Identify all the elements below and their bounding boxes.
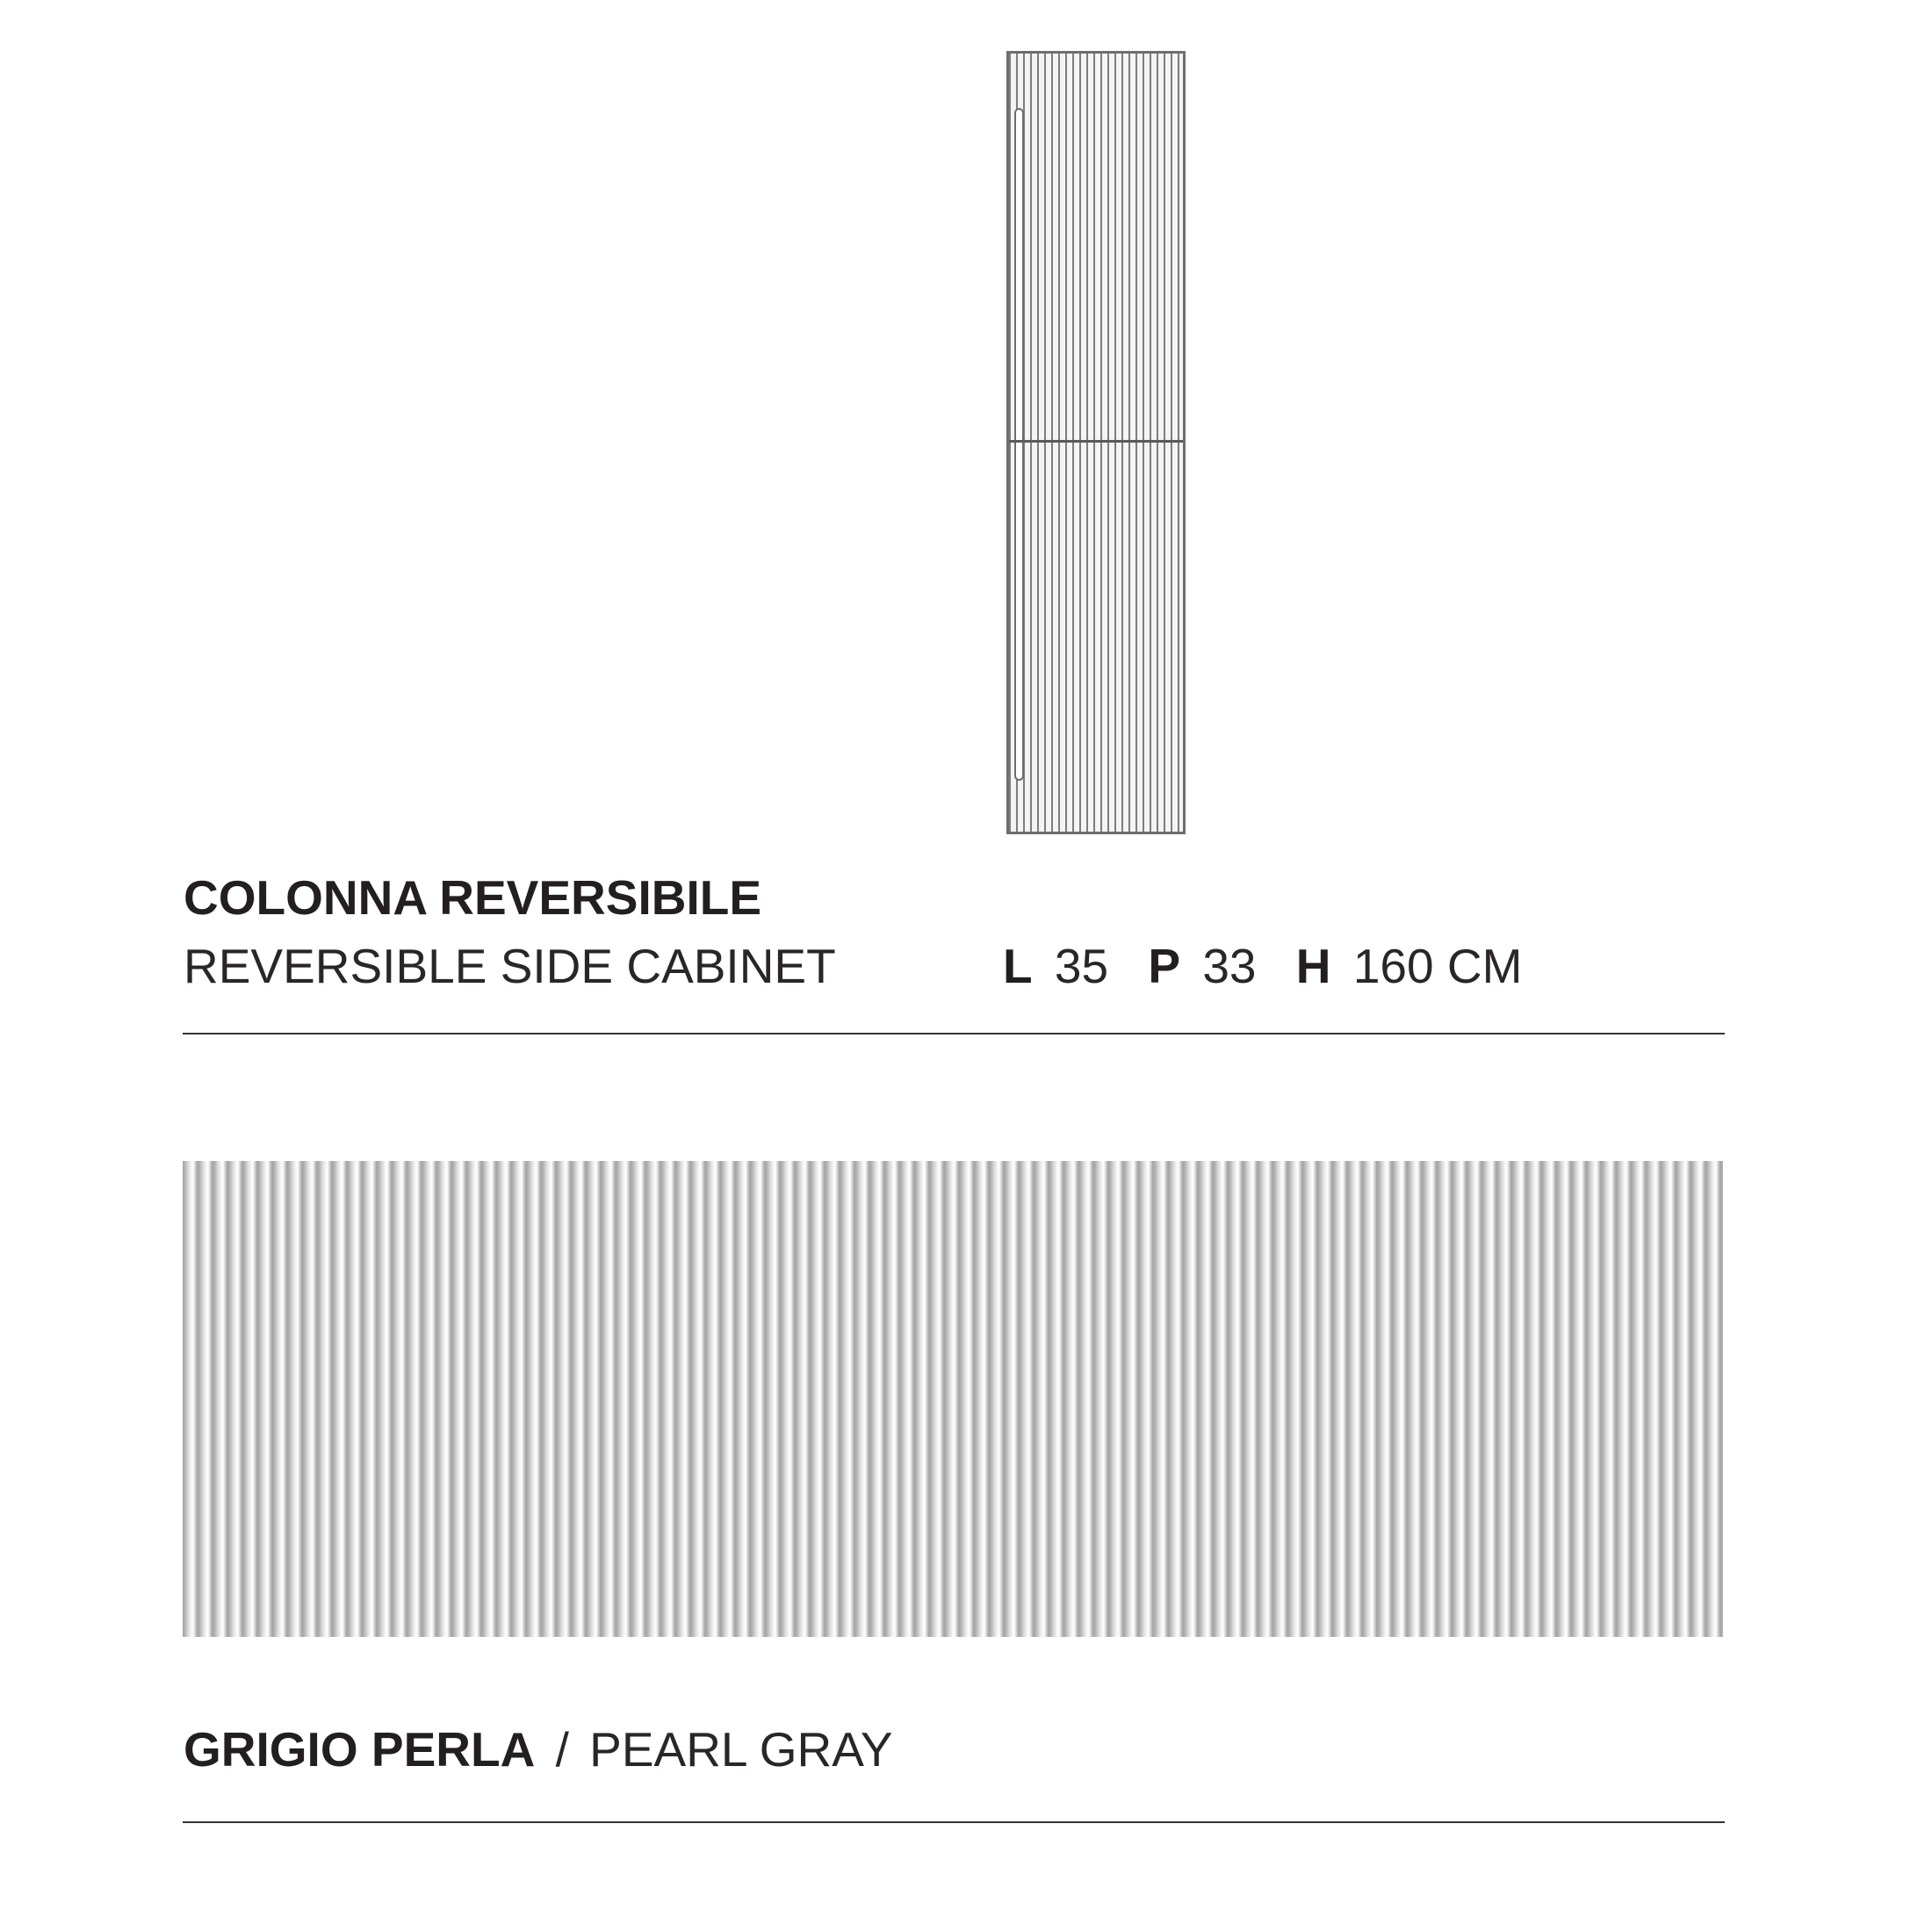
finish-name [184,1721,893,1777]
product-name-italian: COLONNA REVERSIBILE [184,870,762,925]
height-value: 160 CM [1352,939,1523,993]
product-name-english: REVERSIBLE SIDE CABINET [184,939,836,993]
depth-value: 33 [1202,939,1257,993]
width-value: 35 [1054,939,1109,993]
cabinet-door-split [1009,440,1183,443]
finish-swatch [183,1161,1723,1637]
width-label: L [1003,939,1033,993]
height-label: H [1295,939,1331,993]
divider [183,1821,1725,1823]
depth-label: P [1148,939,1181,993]
divider [183,1033,1725,1034]
cabinet-drawing [1006,51,1186,834]
cabinet-handle [1014,108,1024,781]
finish-name-italian: GRIGIO PERLA [184,1722,536,1777]
dimensions [1003,938,1522,994]
finish-separator: / [555,1722,569,1777]
finish-name-english: PEARL GRAY [589,1722,893,1777]
